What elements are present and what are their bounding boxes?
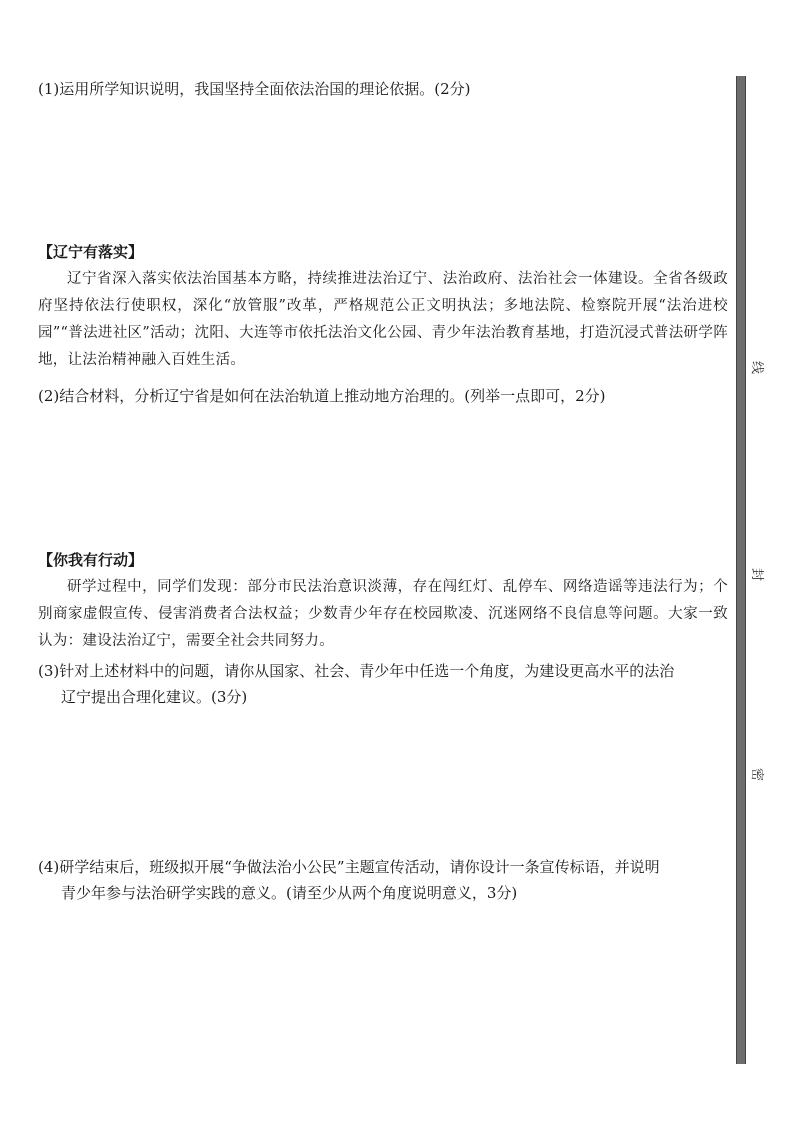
question-4 — [38, 854, 728, 906]
binding-mark-mi: 密 — [749, 767, 765, 782]
question-3-line-1: (3)针对上述材料中的问题，请你从国家、社会、青少年中任选一个角度，为建设更高水平的法治 — [38, 662, 675, 680]
question-3-line-2: 辽宁提出合理化建议。(3分) — [61, 688, 248, 706]
question-4-line-1: (4)研学结束后，班级拟开展“争做法治小公民”主题宣传活动，请你设计一条宣传标语，并说明 — [38, 858, 660, 876]
section-title-liaoning: 【辽宁有落实】 — [38, 243, 144, 261]
material-liaoning: 辽宁省深入落实依法治国基本方略，持续推进法治辽宁、法治政府、法治社会一体建设。全省各级政府坚持依法行使职权，深化“放管服”改革，严格规范公正文明执法；多地法院、检察院开展“法治进校园”“普法进社区”活动；沈阳、大连等市依托法治文化公园、青少年法治教育基地，打造沉浸式普法研学阵地，让法治精神融入百姓生活。 — [38, 271, 728, 368]
material-action: 研学过程中，同学们发现：部分市民法治意识淡薄，存在闯红灯、乱停车、网络造谣等违法行为；个别商家虚假宣传、侵害消费者合法权益；少数青少年存在校园欺凌、沉迷网络不良信息等问题。大家一致认为：建设法治辽宁，需要全社会共同努力。 — [38, 579, 728, 649]
question-2 — [38, 383, 728, 409]
binding-mark-feng: 封 — [749, 567, 765, 582]
binding-mark-xian: 线 — [749, 360, 765, 375]
question-4-line-2: 青少年参与法治研学实践的意义。(请至少从两个角度说明意义，3分) — [61, 884, 518, 902]
question-1 — [38, 76, 728, 102]
question-3 — [38, 658, 728, 710]
question-1-text: (1)运用所学知识说明，我国坚持全面依法治国的理论依据。(2分) — [38, 80, 471, 98]
question-2-text: (2)结合材料，分析辽宁省是如何在法治轨道上推动地方治理的。(列举一点即可，2分) — [38, 387, 606, 405]
section-title-action: 【你我有行动】 — [38, 551, 144, 569]
binding-line — [736, 76, 746, 1064]
